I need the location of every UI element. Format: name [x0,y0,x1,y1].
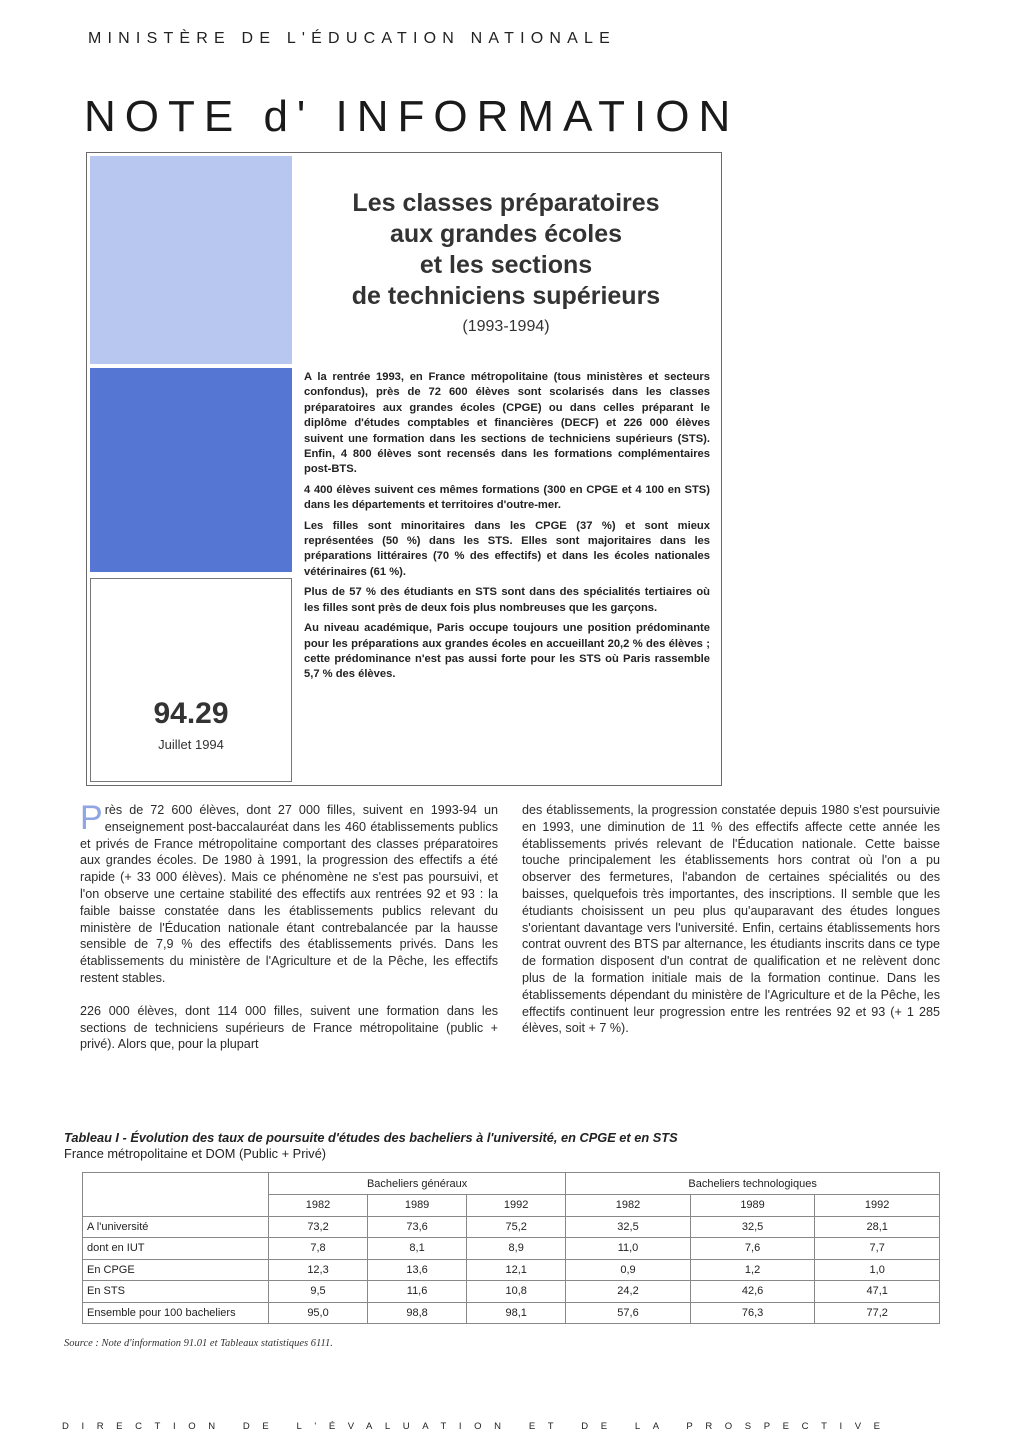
table-cell: 73,6 [368,1216,467,1238]
year-header: 1982 [269,1195,368,1217]
table-cell: 98,1 [467,1302,566,1324]
table-cell: 1,2 [690,1259,815,1281]
drop-cap: P [80,799,103,837]
table-cell: 9,5 [269,1281,368,1303]
table-cell: 75,2 [467,1216,566,1238]
table-cell: 1,0 [815,1259,940,1281]
body-column-left [80,799,498,1069]
table-cell: 10,8 [467,1281,566,1303]
table-row [83,1281,940,1303]
headline-line: Les classes préparatoires [352,189,660,217]
table-cell: 12,3 [269,1259,368,1281]
table-group-header-row [83,1173,940,1195]
table-cell: 47,1 [815,1281,940,1303]
table-cell: 12,1 [467,1259,566,1281]
row-label: En CPGE [83,1259,269,1281]
table-row [83,1302,940,1324]
table-cell: 8,1 [368,1238,467,1260]
summary-paragraph: Plus de 57 % des étudiants en STS sont dans des spécialités tertiaires où les filles sont près de deux fois plus nombreuses que les garçons. [304,586,710,614]
year-header: 1989 [690,1195,815,1217]
year-header: 1992 [467,1195,566,1217]
body-text: rès de 72 600 élèves, dont 27 000 filles, suivent en 1993-94 un enseignement post-baccalauréat dans les 460 établissements publics et privés de France métropolitaine comportant des classes préparatoires aux grandes écoles. De 1980 à 1991, la progression des effectifs a été rapide (+ 33 000 élèves). Mais ce phénomène ne s'est pas poursuivi, et l'on observe une certaine stabilité des effectifs aux rentrées 92 et 93 : la faible baisse constatée dans les établissements publics relevant du ministère de l'Éducation nationale étant contrebalancée par la hausse sensible de 7,9 % des effectifs des établissements privés. Dans les établissements du ministère de l'Agriculture et de la Pêche, les effectifs restent stables. [80,803,498,985]
table-cell: 7,6 [690,1238,815,1260]
summary-paragraph: Les filles sont minoritaires dans les CPGE (37 %) et sont mieux représentées (50 %) dans les STS. Elles sont majoritaires dans les préparations littéraires (70 % des effectifs) et dans les écoles nationales vétérinaires (61 %). [304,519,710,578]
summary-paragraph: Au niveau académique, Paris occupe toujours une position prédominante pour les préparations aux grandes écoles en accueillant 20,2 % des élèves ; cette prédominance n'est pas aussi forte pour les STS où Paris rassemble 5,7 % des élèves. [304,622,710,681]
table-cell: 76,3 [690,1302,815,1324]
table-cell: 95,0 [269,1302,368,1324]
body-column-right [522,802,940,1053]
row-label: Ensemble pour 100 bacheliers [83,1302,269,1324]
issue-number: 94.29 [153,697,229,730]
body-paragraph [80,799,498,987]
table-cell: 0,9 [566,1259,691,1281]
table-subtitle: France métropolitaine et DOM (Public + Privé) [64,1146,327,1161]
issue-date: Juillet 1994 [158,737,224,752]
row-label: dont en IUT [83,1238,269,1260]
note-title: NOTE d' INFORMATION [84,92,740,141]
summary [304,370,710,688]
table-row [83,1238,940,1260]
table-row [83,1259,940,1281]
table-cell: 77,2 [815,1302,940,1324]
table-cell: 7,7 [815,1238,940,1260]
group-header: Bacheliers technologiques [566,1173,940,1195]
table-cell: 57,6 [566,1302,691,1324]
headline-line: et les sections [419,251,593,279]
table-cell: 32,5 [566,1216,691,1238]
table-cell: 7,8 [269,1238,368,1260]
row-label: En STS [83,1281,269,1303]
summary-paragraph: A la rentrée 1993, en France métropolitaine (tous ministères et secteurs confondus), près de 72 600 élèves sont scolarisés dans les classes préparatoires aux grandes écoles (CPGE) ou dans celles préparant le diplôme d'études comptables et financières (DECF) et 226 000 élèves suivent une formation dans les sections de techniciens supérieurs (STS). Enfin, 4 800 élèves sont recensés dans les formations complémentaires post-BTS. [304,371,710,476]
light-blue-block [90,156,292,364]
table-title: Tableau I - Évolution des taux de poursuite d'études des bacheliers à l'université, en CPGE et en STS [64,1130,678,1145]
table-cell: 8,9 [467,1238,566,1260]
summary-paragraph: 4 400 élèves suivent ces mêmes formations (300 en CPGE et 4 100 en STS) dans les départements et territoires d'outre-mer. [304,483,710,512]
table-cell: 42,6 [690,1281,815,1303]
year-header: 1989 [368,1195,467,1217]
table-corner [83,1173,269,1217]
data-table [82,1172,940,1324]
table-cell: 11,0 [566,1238,691,1260]
table-cell: 24,2 [566,1281,691,1303]
blue-block [90,368,292,572]
body-paragraph: des établissements, la progression constatée depuis 1980 s'est poursuivie en 1993, une diminution de 11 % des effectifs affecte cette année les établissements privés relevant de l'Éducation nationale. Cette baisse touche principalement les établissements hors contrat où l'on a pu observer des fermetures, l'abandon de certaines spécialités ou des baisses, quelquefois très importantes, des inscriptions. Il semble que les étudiants choisissent un peu plus qu'auparavant des études longues s'orientant davantage vers l'université. Enfin, certains établissements hors contrat ouvrent des BTS par alternance, les étudiants inscrits dans ce type de formation disposent d'un contrat de qualification et ne relèvent donc plus de la formation initiale mais de la formation continue. Dans les établissements dépendant du ministère de l'Agriculture et de la Pêche, les effectifs continuent leur progression entre les rentrées 92 et 93 (+ 1 285 élèves, soit + 7 %). [522,803,940,1036]
ministry-header: MINISTÈRE DE L'ÉDUCATION NATIONALE [88,30,616,47]
footer: DIRECTION DE L'ÉVALUATION ET DE LA PROSPECTIVE [62,1421,893,1432]
group-header: Bacheliers généraux [269,1173,566,1195]
year-header: 1992 [815,1195,940,1217]
headline-line: de techniciens supérieurs [351,282,661,310]
table-cell: 98,8 [368,1302,467,1324]
headline [300,188,712,312]
table-row [83,1216,940,1238]
table-cell: 11,6 [368,1281,467,1303]
table-cell: 73,2 [269,1216,368,1238]
table-cell: 32,5 [690,1216,815,1238]
period: (1993-1994) [462,318,550,335]
issue-box [90,578,292,782]
row-label: A l'université [83,1216,269,1238]
table-cell: 28,1 [815,1216,940,1238]
year-header: 1982 [566,1195,691,1217]
table-source: Source : Note d'information 91.01 et Tableaux statistiques 6111. [64,1338,333,1349]
headline-line: aux grandes écoles [389,220,623,248]
table-cell: 13,6 [368,1259,467,1281]
body-paragraph: 226 000 élèves, dont 114 000 filles, suivent une formation dans les sections de techniciens supérieurs de France métropolitaine (public + privé). Alors que, pour la plupart [80,1003,498,1052]
